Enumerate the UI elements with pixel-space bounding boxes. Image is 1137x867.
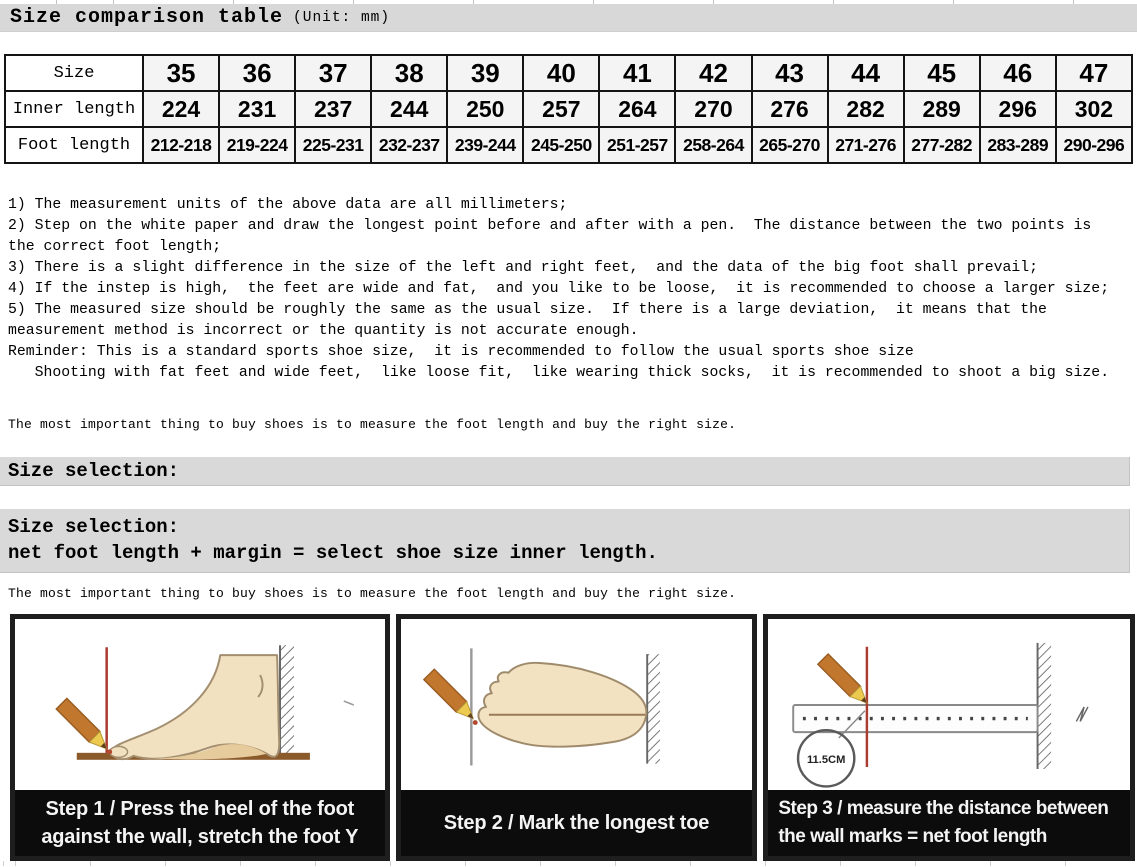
measurement-steps bbox=[10, 614, 1135, 861]
cell-inner: 231 bbox=[219, 91, 295, 127]
cell-inner: 270 bbox=[675, 91, 751, 127]
cell-size: 47 bbox=[1056, 55, 1132, 91]
note-line: 4) If the instep is high, the feet are wide and fat, and you like to be loose, it is recommended to choose a larger size; bbox=[8, 281, 1110, 297]
foot-side-illustration bbox=[15, 619, 385, 790]
note-line: the correct foot length; bbox=[8, 239, 222, 255]
bottom-gridline-ticks bbox=[0, 861, 1137, 866]
pencil-icon bbox=[56, 698, 112, 754]
step3-caption bbox=[768, 790, 1130, 856]
cell-foot: 290-296 bbox=[1056, 127, 1132, 163]
row-sizes bbox=[5, 55, 1132, 91]
size-selection-heading: Size selection: bbox=[0, 457, 1130, 486]
step1-art bbox=[15, 619, 385, 790]
cell-size: 36 bbox=[219, 55, 295, 91]
cell-size: 43 bbox=[752, 55, 828, 91]
foot-shape bbox=[478, 663, 646, 747]
step3-art bbox=[768, 619, 1130, 790]
size-selection-formula: net foot length + margin = select shoe size inner length. bbox=[8, 542, 658, 564]
step1-caption bbox=[15, 790, 385, 856]
foot-top-illustration bbox=[401, 619, 753, 790]
cell-foot: 219-224 bbox=[219, 127, 295, 163]
cell-size: 40 bbox=[523, 55, 599, 91]
ruler-illustration bbox=[768, 619, 1130, 790]
wall-hatch bbox=[280, 645, 294, 755]
cell-inner: 244 bbox=[371, 91, 447, 127]
note-line: 5) The measured size should be roughly the same as the usual size. If there is a large deviation, it means that the bbox=[8, 302, 1047, 318]
note-line: 3) There is a slight difference in the size of the left and right feet, and the data of the big foot shall prevail; bbox=[8, 260, 1039, 276]
reminder-line: Reminder: This is a standard sports shoe size, it is recommended to follow the usual sports shoe size bbox=[8, 344, 914, 360]
page-title: Size comparison table bbox=[10, 6, 284, 29]
step2-panel bbox=[396, 614, 758, 861]
step3-panel bbox=[763, 614, 1135, 861]
row-label-foot-length: Foot length bbox=[5, 127, 143, 163]
note-line: 1) The measurement units of the above data are all millimeters; bbox=[8, 197, 568, 213]
measure-label: 11.5CM bbox=[807, 754, 846, 767]
cell-inner: 282 bbox=[828, 91, 904, 127]
cell-foot: 283-289 bbox=[980, 127, 1056, 163]
cell-inner: 296 bbox=[980, 91, 1056, 127]
pencil-mark-dot bbox=[472, 720, 477, 725]
step3-caption-line2: the wall marks = net foot length bbox=[778, 826, 1047, 847]
small-mark bbox=[1077, 707, 1089, 722]
size-selection-block bbox=[0, 509, 1130, 573]
cell-inner: 289 bbox=[904, 91, 980, 127]
tip-text: The most important thing to buy shoes is to measure the foot length and buy the right size. bbox=[8, 417, 737, 432]
title-unit: (Unit: mm) bbox=[293, 9, 391, 26]
pencil-icon bbox=[818, 654, 872, 708]
foot-shape bbox=[112, 655, 279, 759]
cell-inner: 237 bbox=[295, 91, 371, 127]
step3-caption-line1: Step 3 / measure the distance between bbox=[778, 798, 1109, 819]
row-label-size: Size bbox=[5, 55, 143, 91]
cell-foot: 251-257 bbox=[599, 127, 675, 163]
cell-foot: 239-244 bbox=[447, 127, 523, 163]
pencil-mark-dot bbox=[107, 749, 112, 754]
size-selection-subheading: Size selection: bbox=[8, 516, 180, 538]
cell-size: 35 bbox=[143, 55, 219, 91]
cell-inner: 257 bbox=[523, 91, 599, 127]
step2-art bbox=[401, 619, 753, 790]
row-foot bbox=[5, 127, 1132, 163]
step1-caption-line2: against the wall, stretch the foot Y bbox=[41, 826, 359, 848]
title-bar bbox=[0, 4, 1137, 32]
cell-foot: 258-264 bbox=[675, 127, 751, 163]
cell-size: 45 bbox=[904, 55, 980, 91]
note-line: 2) Step on the white paper and draw the longest point before and after with a pen. The distance between the two points is bbox=[8, 218, 1092, 234]
tip-text-2: The most important thing to buy shoes is to measure the foot length and buy the right size. bbox=[8, 586, 737, 601]
cell-size: 38 bbox=[371, 55, 447, 91]
cell-foot: 232-237 bbox=[371, 127, 447, 163]
row-label-inner-length: Inner length bbox=[5, 91, 143, 127]
cell-inner: 276 bbox=[752, 91, 828, 127]
cell-size: 42 bbox=[675, 55, 751, 91]
size-table bbox=[4, 54, 1133, 164]
reminder-line: Shooting with fat feet and wide feet, like loose fit, like wearing thick socks, it is recommended to shoot a big size. bbox=[8, 365, 1110, 381]
wall-hatch bbox=[1038, 643, 1052, 769]
cell-foot: 277-282 bbox=[904, 127, 980, 163]
cell-size: 39 bbox=[447, 55, 523, 91]
cell-foot: 265-270 bbox=[752, 127, 828, 163]
cell-size: 46 bbox=[980, 55, 1056, 91]
cell-inner: 224 bbox=[143, 91, 219, 127]
cell-inner: 250 bbox=[447, 91, 523, 127]
notes-block bbox=[8, 195, 1137, 384]
big-toe bbox=[110, 746, 128, 757]
step2-caption bbox=[401, 790, 753, 856]
note-line: measurement method is incorrect or the quantity is not accurate enough. bbox=[8, 323, 639, 339]
step1-caption-line1: Step 1 / Press the heel of the foot bbox=[45, 798, 355, 820]
cell-inner: 302 bbox=[1056, 91, 1132, 127]
cell-size: 41 bbox=[599, 55, 675, 91]
cell-size: 44 bbox=[828, 55, 904, 91]
cell-size: 37 bbox=[295, 55, 371, 91]
step2-caption-line1: Step 2 / Mark the longest toe bbox=[443, 812, 710, 834]
row-inner bbox=[5, 91, 1132, 127]
cell-foot: 225-231 bbox=[295, 127, 371, 163]
small-mark bbox=[344, 701, 354, 705]
cell-foot: 271-276 bbox=[828, 127, 904, 163]
wall-hatch bbox=[647, 654, 660, 763]
step1-panel bbox=[10, 614, 390, 861]
cell-foot: 212-218 bbox=[143, 127, 219, 163]
cell-inner: 264 bbox=[599, 91, 675, 127]
cell-foot: 245-250 bbox=[523, 127, 599, 163]
